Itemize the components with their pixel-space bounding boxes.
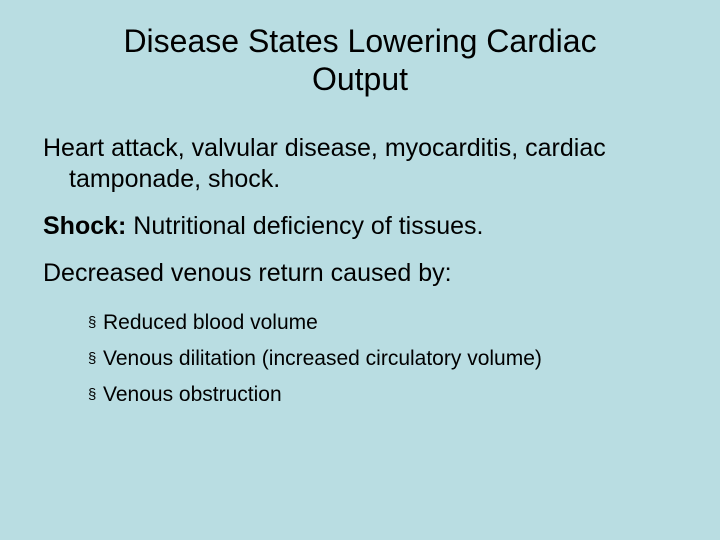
- bullet-icon: §: [88, 350, 97, 367]
- slide-body: [43, 133, 693, 305]
- list-item-text: Reduced blood volume: [103, 311, 318, 334]
- list-item: [45, 309, 605, 336]
- bullet-icon: §: [88, 314, 97, 331]
- body-paragraph-shock: [43, 211, 693, 242]
- list-item-text: Venous dilitation (increased circulatory volume): [103, 347, 542, 370]
- body-paragraph-causes: Heart attack, valvular disease, myocarditis, cardiac tamponade, shock.: [43, 134, 606, 193]
- slide-title-line-1: Disease States Lowering Cardiac: [123, 23, 597, 59]
- slide-title: [40, 22, 680, 98]
- bullet-icon: §: [88, 386, 97, 403]
- list-item: [45, 345, 605, 372]
- venous-return-causes-list: [45, 309, 605, 417]
- list-item: [45, 381, 605, 408]
- body-paragraph-venous-return: Decreased venous return caused by:: [43, 259, 452, 287]
- shock-label: Shock:: [43, 212, 127, 240]
- list-item-text: Venous obstruction: [103, 383, 282, 406]
- slide-title-line-2: Output: [311, 61, 409, 97]
- shock-definition: Nutritional deficiency of tissues.: [126, 212, 484, 240]
